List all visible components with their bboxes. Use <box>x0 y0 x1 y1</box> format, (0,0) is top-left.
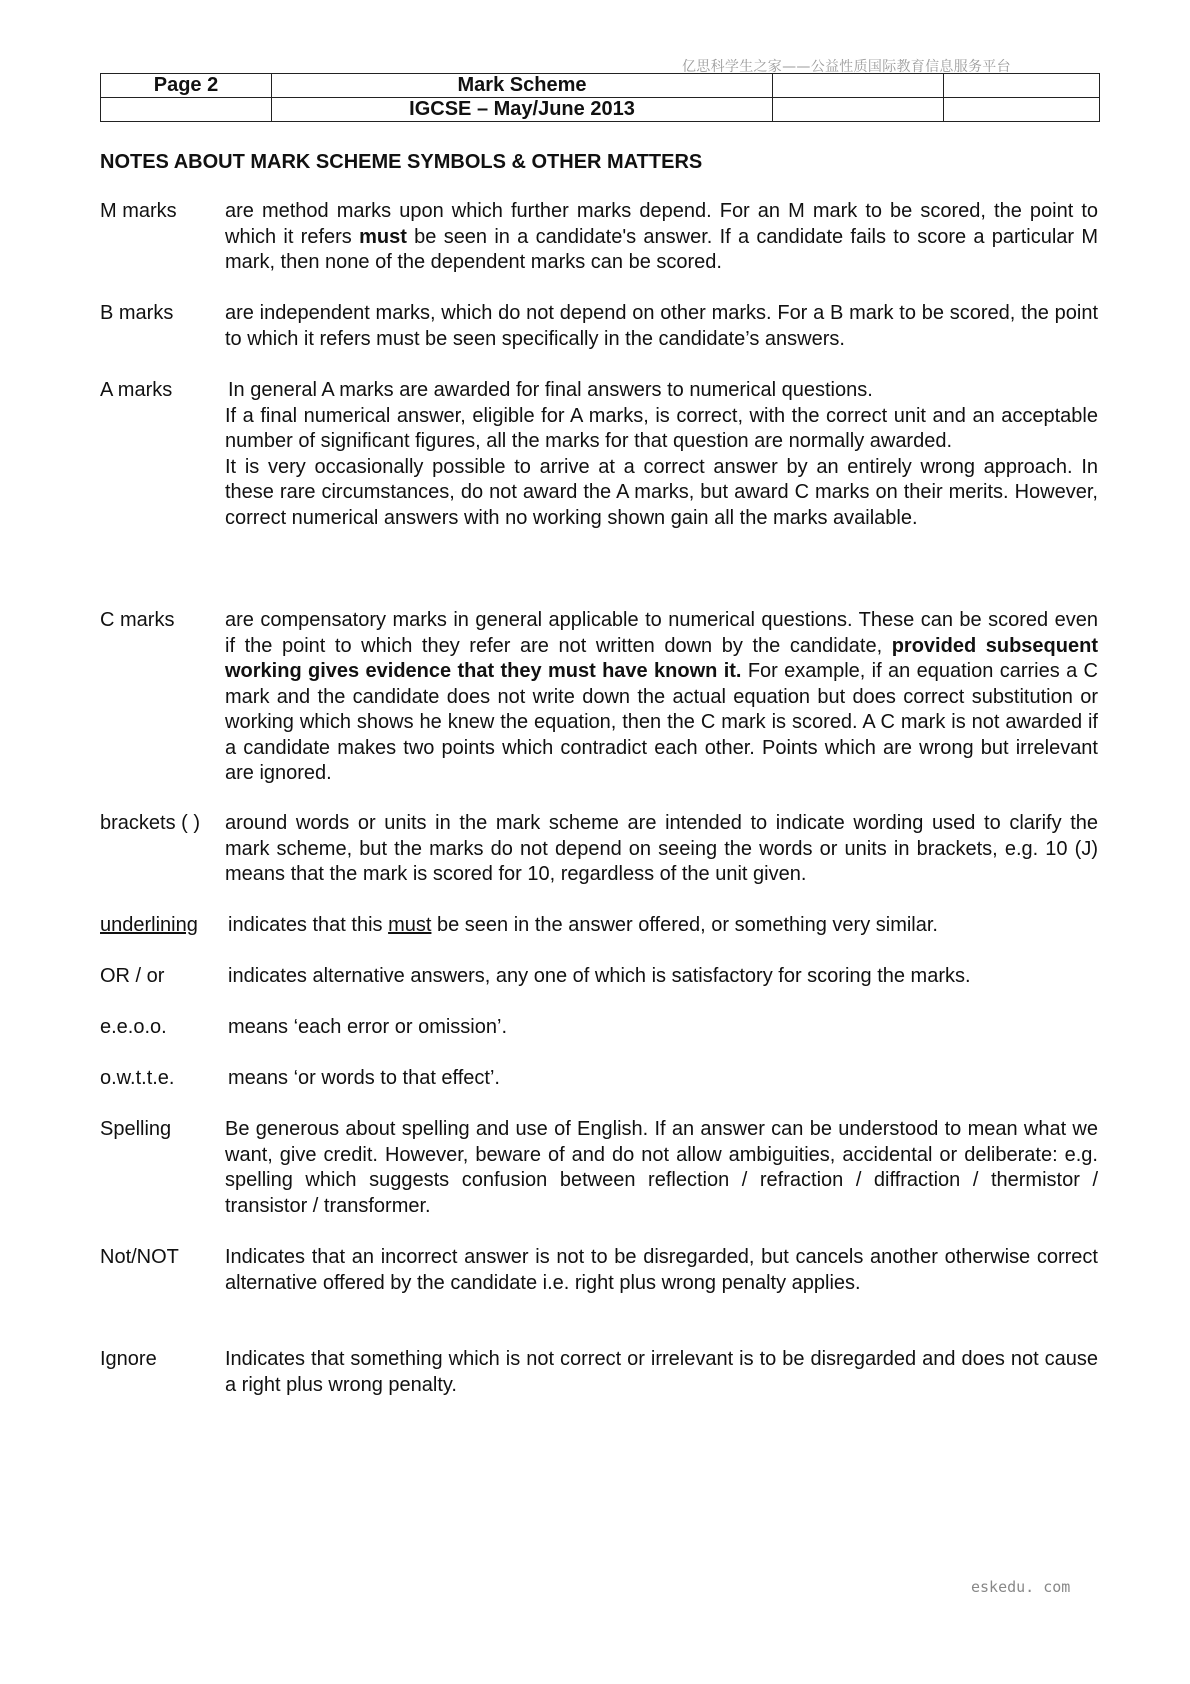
bold-text: provided subsequent working gives evidence that they must have known it. <box>225 634 1098 682</box>
note-term: A marks <box>100 379 173 401</box>
note-term: Ignore <box>100 1348 157 1370</box>
header-empty-cell <box>944 98 1100 122</box>
note-description: means ‘each error or omission’. <box>228 1016 507 1038</box>
note-term: OR / or <box>100 965 165 987</box>
note-description: means ‘or words to that effect’. <box>228 1067 500 1089</box>
note-description <box>225 378 1098 531</box>
note-description: are independent marks, which do not depend on other marks. For a B mark to be scored, the point to which it refers must be seen specifically in the candidate’s answers. <box>225 302 1098 350</box>
header-empty-cell <box>773 98 944 122</box>
header-table <box>100 73 1100 122</box>
underlined-text: must <box>388 914 432 936</box>
note-term: underlining <box>100 914 198 936</box>
note-or <box>100 964 1098 990</box>
note-term: Spelling <box>100 1118 172 1140</box>
notes-heading: NOTES ABOUT MARK SCHEME SYMBOLS & OTHER MATTERS <box>100 151 703 173</box>
note-term: B marks <box>100 302 174 324</box>
note-description <box>225 199 1098 276</box>
note-spelling <box>100 1117 1098 1219</box>
page-number: Page 2 <box>101 74 272 98</box>
note-eeoo <box>100 1015 1098 1041</box>
note-m-marks <box>100 199 1098 276</box>
note-description <box>225 608 1098 787</box>
note-description: Indicates that something which is not correct or irrelevant is to be disregarded and does not cause a right plus wrong penalty. <box>225 1348 1098 1396</box>
note-description: Be generous about spelling and use of English. If an answer can be understood to mean what we want, give credit. However, beware of and do not allow ambiguities, accidental or deliberate: e.g. spelling which suggests confusion between reflection / refraction / diffraction / thermistor / transistor / transformer. <box>225 1118 1098 1217</box>
note-description <box>228 913 1098 939</box>
note-description: indicates alternative answers, any one of which is satisfactory for scoring the marks. <box>228 965 971 987</box>
text-run: are method marks upon which further marks depend. For an M mark to be scored, the point to which it refers <box>225 200 1098 248</box>
header-empty-cell <box>944 74 1100 98</box>
note-description: Indicates that an incorrect answer is not to be disregarded, but cancels another otherwise correct alternative offered by the candidate i.e. right plus wrong penalty applies. <box>225 1246 1098 1294</box>
document-title: Mark Scheme <box>272 74 773 98</box>
text-run: are compensatory marks in general applicable to numerical questions. These can be scored even if the point to which they refer are not written down by the candidate, <box>225 609 1098 657</box>
note-term: e.e.o.o. <box>100 1016 167 1038</box>
document-subtitle: IGCSE – May/June 2013 <box>272 98 773 122</box>
header-empty-cell <box>101 98 272 122</box>
footer-site: eskedu. com <box>971 1578 1071 1596</box>
note-b-marks <box>100 301 1098 352</box>
header-empty-cell <box>773 74 944 98</box>
note-term: o.w.t.t.e. <box>100 1067 175 1089</box>
note-ignore <box>100 1347 1098 1398</box>
note-description: around words or units in the mark scheme are intended to indicate wording used to clarify the mark scheme, but the marks do not depend on seeing the words or units in brackets, e.g. 10 (J) means that the mark is scored for 10, regardless of the unit given. <box>225 812 1098 885</box>
note-term: Not/NOT <box>100 1246 179 1268</box>
note-brackets <box>100 811 1098 888</box>
bold-text: must <box>359 225 407 248</box>
note-paragraph: If a final numerical answer, eligible for A marks, is correct, with the correct unit and an acceptable number of significant figures, all the marks for that question are normally awarded. <box>225 404 1098 452</box>
note-c-marks <box>100 608 1098 787</box>
text-run: be seen in the answer offered, or something very similar. <box>431 914 938 936</box>
note-paragraph: In general A marks are awarded for final answers to numerical questions. <box>228 379 873 401</box>
note-term: C marks <box>100 609 175 631</box>
note-not <box>100 1245 1098 1296</box>
note-term: brackets ( ) <box>100 812 201 834</box>
note-term: M marks <box>100 200 177 222</box>
text-run: For example, if an equation carries a C mark and the candidate does not write down the actual equation but does correct substitution or working which shows he knew the equation, then the C mark is scored. A C mark is not awarded if a candidate makes two points which contradict each other. Points which are wrong but irrelevant are ignored. <box>225 660 1098 784</box>
note-a-marks <box>100 378 1098 531</box>
note-underlining <box>100 913 1098 939</box>
note-owtte <box>100 1066 1098 1092</box>
text-run: indicates that this <box>228 914 389 936</box>
watermark-text: 亿思科学生之家——公益性质国际教育信息服务平台 <box>682 59 1011 75</box>
text-run: be seen in a candidate's answer. If a candidate fails to score a particular M mark, then none of the dependent marks can be scored. <box>225 225 1098 273</box>
note-paragraph: It is very occasionally possible to arrive at a correct answer by an entirely wrong approach. In these rare circumstances, do not award the A marks, but award C marks on their merits. However, correct numerical answers with no working shown gain all the marks available. <box>225 455 1098 529</box>
